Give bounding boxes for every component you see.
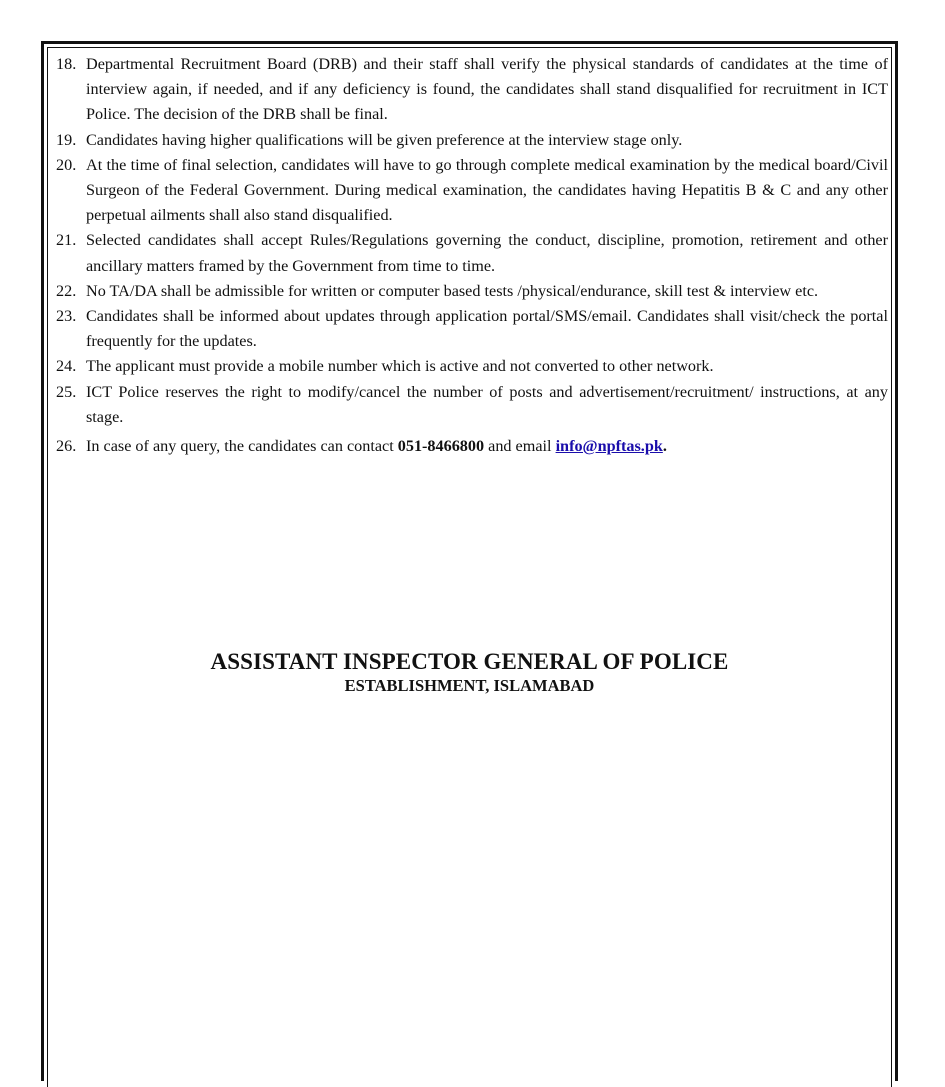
- list-item: [56, 128, 888, 153]
- item-number: 25.: [56, 382, 77, 401]
- item-text: Candidates having higher qualifications will be given preference at the interview stage only.: [86, 130, 683, 149]
- item-text: The applicant must provide a mobile number which is active and not converted to other network.: [86, 357, 714, 376]
- item-text: At the time of final selection, candidates will have to go through complete medical examination by the medical board/Civil Surgeon of the Federal Government. During medical examination, the candidates having Hepatitis B & C and any other perpetual ailments shall also stand disqualified.: [86, 155, 888, 225]
- list-item: [56, 153, 888, 229]
- item-text: No TA/DA shall be admissible for written or computer based tests /physical/endurance, skill test & interview etc.: [86, 281, 819, 300]
- item-number: 21.: [56, 231, 77, 250]
- list-item: [56, 279, 888, 304]
- item-text: Selected candidates shall accept Rules/Regulations governing the conduct, discipline, promotion, retirement and other ancillary matters framed by the Government from time to time.: [86, 231, 888, 275]
- list-item: [56, 380, 888, 430]
- item-text: Candidates shall be informed about updates through application portal/SMS/email. Candidates shall visit/check the portal frequently for the updates.: [86, 307, 888, 351]
- signature-title: ASSISTANT INSPECTOR GENERAL OF POLICE: [210, 649, 729, 674]
- item-number: 26.: [56, 437, 77, 456]
- contact-item: [56, 434, 888, 459]
- contact-phone: 051-8466800: [397, 437, 485, 456]
- list-item: [56, 304, 888, 354]
- signature-block: [47, 648, 892, 696]
- contact-text-after: .: [662, 437, 667, 456]
- contact-text-before: In case of any query, the candidates can contact: [86, 437, 398, 456]
- contact-text: [86, 434, 888, 459]
- item-number: 23.: [56, 307, 77, 326]
- instructions-list: [56, 52, 888, 459]
- item-number: 22.: [56, 281, 77, 300]
- item-number: 19.: [56, 130, 77, 149]
- item-number: 24.: [56, 357, 77, 376]
- item-text: ICT Police reserves the right to modify/cancel the number of posts and advertisement/recruitment/ instructions, at any stage.: [86, 382, 888, 426]
- item-number: 18.: [56, 55, 77, 73]
- contact-email-link[interactable]: info@npftas.pk: [555, 437, 663, 456]
- item-text: Departmental Recruitment Board (DRB) and their staff shall verify the physical standards of candidates at the time of interview again, if needed, and if any deficiency is found, the candidates shall stand disqualified for recruitment in ICT Police. The decision of the DRB shall be final.: [86, 55, 888, 124]
- list-item: [56, 52, 888, 128]
- list-item: [56, 354, 888, 379]
- item-number: 20.: [56, 155, 77, 174]
- list-item: [56, 228, 888, 278]
- contact-text-middle: and email: [484, 437, 556, 456]
- signature-subtitle: ESTABLISHMENT, ISLAMABAD: [344, 676, 595, 695]
